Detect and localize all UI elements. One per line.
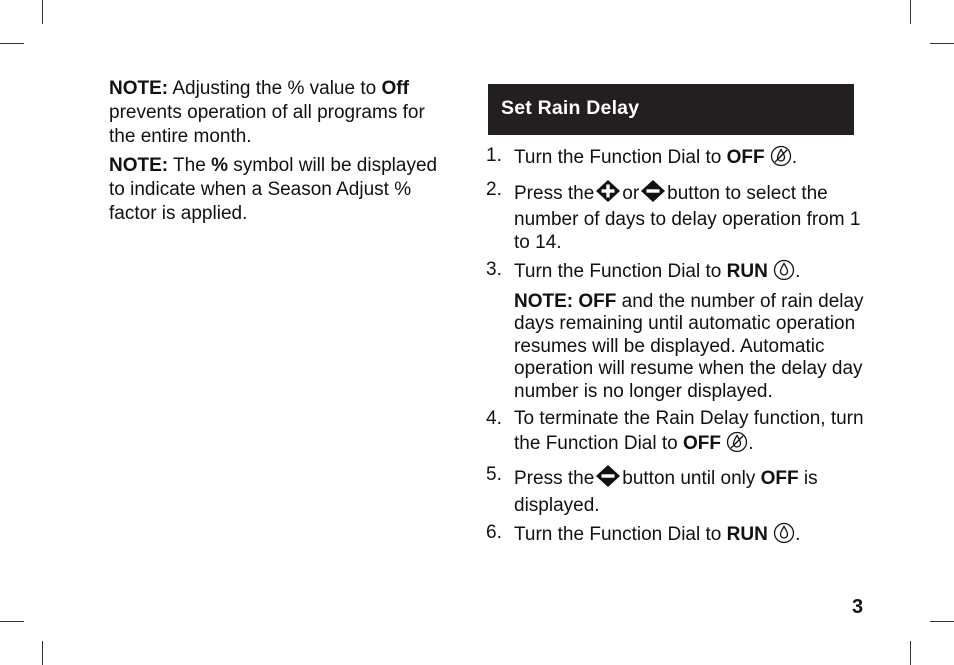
step-text: or [622,182,640,204]
step-text: . [795,524,801,545]
minus-button-icon [639,179,667,210]
step-item [486,179,876,255]
section-header [488,84,854,135]
step-text: button to select the number of days to delay operation from 1 to 14. [514,182,861,253]
step-text: Turn the Function Dial to [514,147,727,168]
step-number: 3. [486,259,502,280]
crop-mark [0,621,24,622]
note-bold-text: % [211,155,228,176]
step-bold-text: RUN [726,261,768,282]
crop-mark [930,621,954,622]
note-paragraph [109,77,454,149]
step-text: Press the [514,468,595,489]
step-text: . [791,147,798,168]
step-bold-text: RUN [726,524,768,545]
step-text: . [748,432,754,454]
steps-list [486,145,876,556]
off-dial-icon [770,145,792,174]
step-text: Turn the Function Dial to [514,524,727,545]
step-text: Press the [514,182,595,204]
note-text: Adjusting the % value to [168,78,382,99]
step-text: To terminate the Rain Delay function, turn the Function Dial to [514,408,864,454]
step-bold-text: OFF [760,468,799,489]
step-text: . [795,261,801,282]
run-dial-icon [773,522,795,551]
section-title: Set Rain Delay [501,97,640,119]
step-note [514,291,876,404]
crop-mark [42,641,43,665]
step-item [486,522,876,551]
step-item [486,464,876,517]
note-text: symbol will be displayed to indicate when a Season Adjust % factor is applied. [109,155,438,224]
step-number: 6. [486,522,502,543]
step-item [486,145,876,174]
left-column [109,77,454,231]
crop-mark [930,43,954,44]
step-text: is displayed. [514,468,818,516]
crop-mark [0,43,24,44]
step-number: 5. [486,464,502,485]
plus-button-icon [594,179,622,210]
step-bold-text: OFF [726,147,765,168]
step-number: 2. [486,178,502,200]
note-paragraph [109,154,454,226]
note-label: NOTE: [109,78,169,99]
crop-mark [910,0,911,24]
note-bold-text: Off [381,78,409,99]
step-number: 1. [486,145,502,166]
note-text: and the number of rain delay days remaining until automatic operation resumes will be displayed. Automatic operation will resume when the delay day number is no longer displayed. [514,290,864,402]
off-dial-icon [726,431,748,460]
note-text: prevents operation of all programs for the entire month. [109,102,425,147]
step-text: Turn the Function Dial to [514,261,727,282]
step-text: button until only [622,468,761,489]
run-dial-icon [773,259,795,288]
crop-mark [910,641,911,665]
step-number: 4. [486,408,502,429]
note-label: NOTE: OFF [514,290,617,312]
step-bold-text: OFF [682,432,721,454]
step-item [486,259,876,403]
step-item [486,408,876,459]
page-number: 3 [852,596,864,618]
crop-mark [42,0,43,24]
note-label: NOTE: [109,155,169,176]
minus-button-icon [594,464,622,495]
note-text: The [168,155,212,176]
